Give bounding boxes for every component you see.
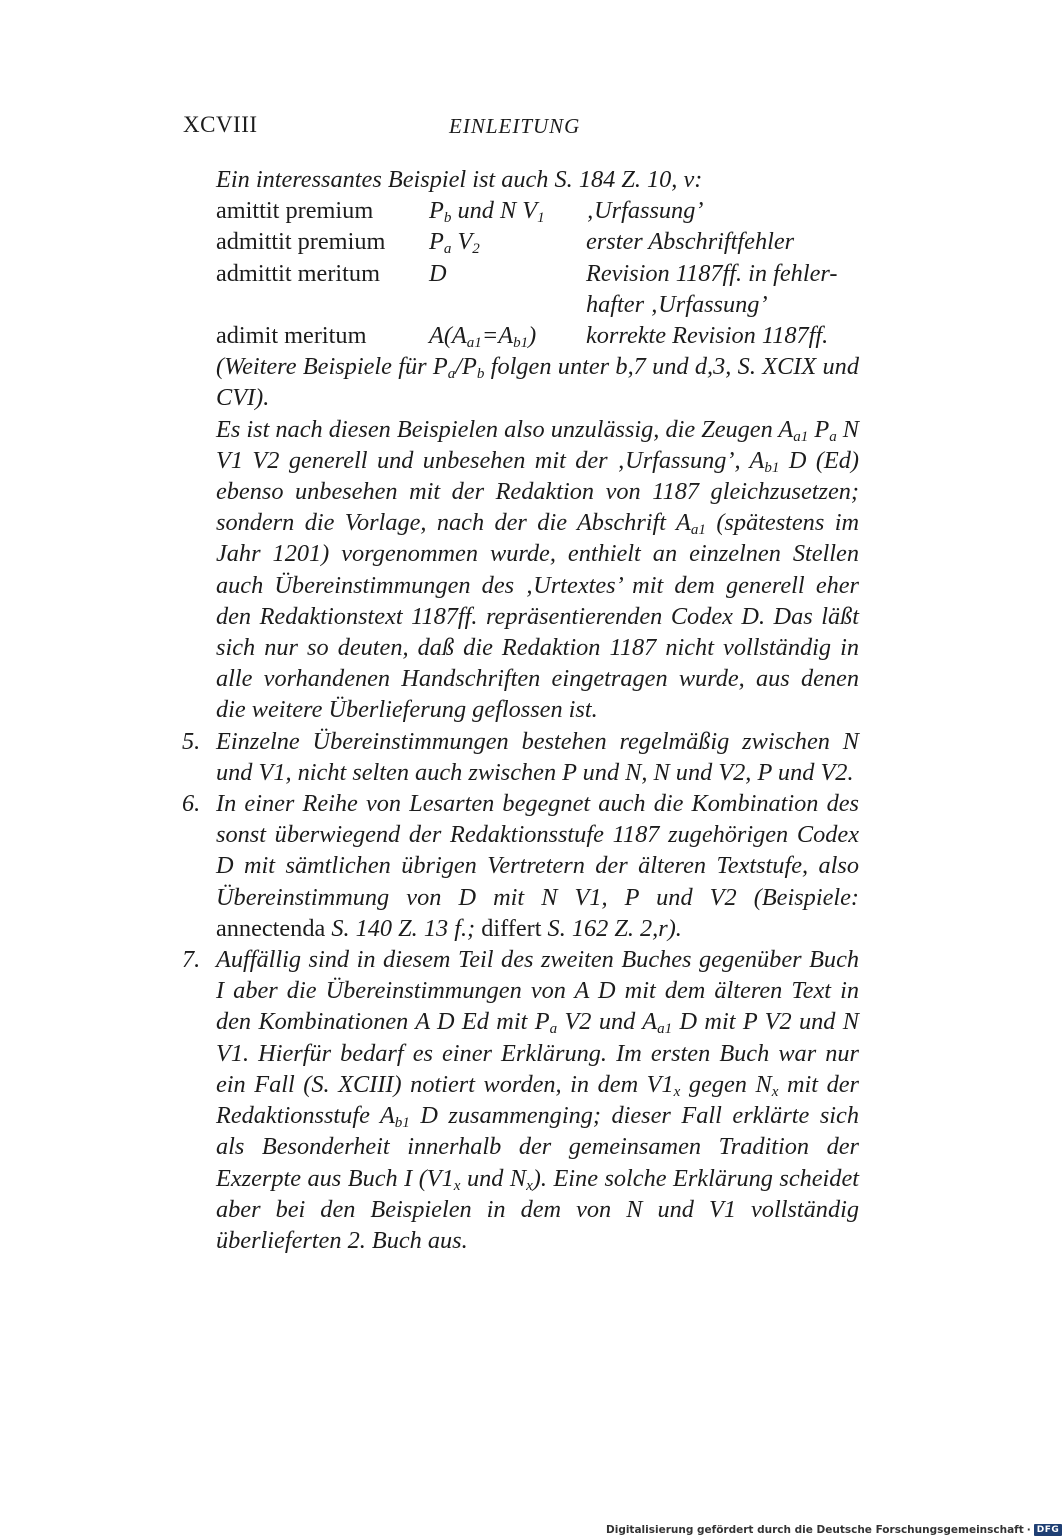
readings-table — [216, 195, 859, 351]
reading-witness: $A(A_{a1}=A_{b1})$ — [429, 322, 537, 351]
running-head: EINLEITUNG — [449, 114, 581, 138]
list-text: Einzelne Übereinstimmungen bestehen regelmäßig zwischen N und V1, nicht selten auch zwischen P und N, N und V2, P und V2. — [216, 727, 859, 786]
reading-witness: D — [429, 259, 447, 287]
reading-text: admittit premium — [216, 228, 386, 256]
reading-note: erster Abschriftfehler — [586, 228, 795, 256]
page-header — [183, 112, 863, 146]
intro-line: Ein interessantes Beispiel ist auch S. 184 Z. 10, v: — [216, 166, 703, 193]
reading-note: ‚Urfassung’ — [586, 197, 704, 225]
reading-witness: $P_a$ $V_2$ — [429, 228, 480, 258]
digitization-footer — [606, 1524, 1062, 1536]
footer-separator: · — [1026, 1524, 1031, 1536]
dfg-logo: DFG — [1034, 1524, 1062, 1536]
reading-note-line1: Revision 1187ff. in fehler- — [586, 259, 838, 287]
list-text: Auffällig sind in diesem Teil des zweiten Buches gegenüber Buch I aber die Übereinstimmungen von A D mit dem älteren Text in den Kombinationen A D Ed mit $P_a$ V2 und $A_{a1}$ D mit P V2 und N V1. Hierfür bedarf es einer Erklärung. Im ersten Buch war nur ein Fall (S. XCIII) notiert worden, in dem $V1_x$ gegen $N_x$ mit der Redaktionsstufe $A_{b1}$ D zusammenging; dieser Fall erklärte sich als Besonderheit innerhalb der gemeinsamen Tradition der Exzerpte aus Buch I ($V1_x$ und $N_x$). Eine solche Erklärung scheidet aber bei den Beispielen in dem von N und V1 vollständig überlieferten 2. Buch aus. — [216, 946, 859, 1254]
list-item-6 — [182, 788, 859, 944]
list-number: 5. — [182, 727, 201, 755]
list-number: 6. — [182, 790, 201, 818]
reading-note — [586, 258, 859, 320]
footer-text: Digitalisierung gefördert durch die Deutsche Forschungsgemeinschaft — [606, 1524, 1024, 1536]
page-number: XCVIII — [183, 112, 258, 137]
list-number: 7. — [182, 946, 201, 974]
body-text — [182, 164, 859, 1256]
reading-text: amittit premium — [216, 197, 374, 225]
paragraph-further-examples: (Weitere Beispiele für $P_a/P_b$ folgen unter b,7 und d,3, S. XCIX und CVI). — [216, 353, 859, 412]
reading-text: adimit meritum — [216, 322, 367, 350]
list-item-7 — [182, 944, 859, 1256]
reading-text: admittit meritum — [216, 259, 380, 287]
reading-witness: $P_b$ und N $V_1$ — [429, 197, 545, 226]
list-text: In einer Reihe von Lesarten begegnet auch die Kombination des sonst überwiegend der Redaktionsstufe 1187 zugehörigen Codex D mit sämtlichen übrigen Vertretern der älteren Textstufe, also Übereinstimmung von D mit N V1, P und V2 (Beispiele: annectenda S. 140 Z. 13 f.; differt S. 162 Z. 2,r). — [216, 790, 859, 942]
list-item-5 — [182, 726, 859, 788]
paragraph-conclusion: Es ist nach diesen Beispielen also unzulässig, die Zeugen $A_{a1}$ $P_a$ N V1 V2 generell und unbesehen mit der ‚Urfassung’, $A_{b1}$ D (Ed) ebenso unbesehen mit der Redaktion von 1187 gleichzusetzen; sondern die Vorlage, nach der die Abschrift $A_{a1}$ (spätestens im Jahr 1201) vorgenommen wurde, enthielt an einzelnen Stellen auch Übereinstimmungen des ‚Urtextes’ mit dem generell eher den Redaktionstext 1187ff. repräsentierenden Codex D. Das läßt sich nur so deuten, daß die Redaktion 1187 nicht vollständig in alle vorhandenen Handschriften eingetragen wurde, aus denen die weitere Überlieferung geflossen ist. — [216, 415, 859, 724]
reading-note: korrekte Revision 1187ff. — [586, 322, 829, 350]
reading-note-line2: hafter ‚Urfassung’ — [586, 290, 768, 318]
